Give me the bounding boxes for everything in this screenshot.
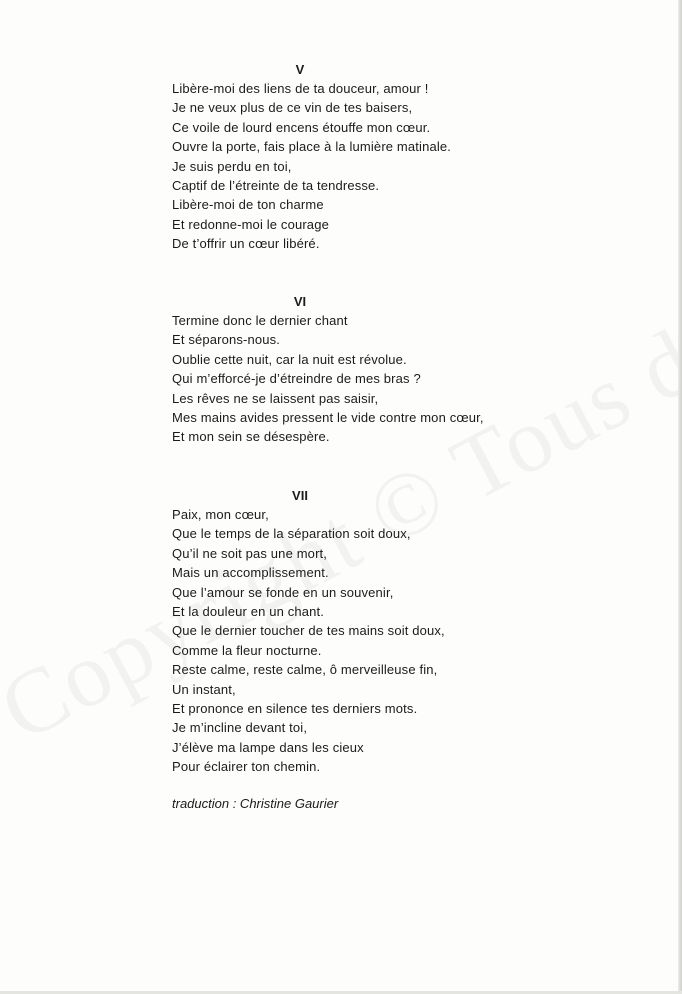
poem-line: J’élève ma lampe dans les cieux [172,739,364,755]
stanza-lines [172,311,642,447]
poem-line: Les rêves ne se laissent pas saisir, [172,390,379,406]
stanza-number: VI [293,294,307,309]
poem-line: Je m’incline devant toi, [172,720,308,736]
poem-line: Qui m’efforcé-je d’étreindre de mes bras ? [172,371,421,387]
poem-line: Que l’amour se fonde en un souvenir, [172,584,394,600]
poem-line: Je suis perdu en toi, [172,158,292,174]
translation-credit: traduction : Christine Gaurier [172,796,339,811]
poem-line: De t’offrir un cœur libéré. [172,236,320,252]
poem-line: Ce voile de lourd encens étouffe mon cœur. [172,119,431,135]
poem-line: Mais un accomplissement. [172,565,329,581]
poem-line: Et la douleur en un chant. [172,603,325,619]
stanza-number: V [295,62,305,77]
poem-line: Paix, mon cœur, [172,507,269,522]
poem-line: Et redonne-moi le courage [172,216,329,232]
page-edge-shadow [678,0,682,994]
poem-line: Oublie cette nuit, car la nuit est révolue. [172,351,407,367]
poem-line: Que le temps de la séparation soit doux, [172,526,411,542]
stanza-vi [172,292,642,447]
poem-line: Qu’il ne soit pas une mort, [172,545,328,561]
poem-line: Libère-moi des liens de ta douceur, amour ! [172,81,429,96]
stanza-lines [172,79,642,254]
poem-line: Termine donc le dernier chant [172,313,348,328]
poem-line: Et mon sein se désespère. [172,429,330,445]
stanza-number: VII [292,488,308,503]
poem-line: Comme la fleur nocturne. [172,642,322,658]
poem-line: Et prononce en silence tes derniers mots. [172,700,418,716]
poem-line: Je ne veux plus de ce vin de tes baisers, [172,100,413,116]
poem-line: Un instant, [172,681,236,697]
poem-line: Captif de l’étreinte de ta tendresse. [172,177,380,193]
poem-line: Ouvre la porte, fais place à la lumière matinale. [172,139,452,155]
poem-line: Et séparons-nous. [172,332,281,348]
poem-line: Reste calme, reste calme, ô merveilleuse fin, [172,662,438,678]
stanza-v [172,60,642,254]
stanza-vii [172,486,642,776]
poem-line: Mes mains avides pressent le vide contre mon cœur, [172,409,484,425]
stanza-lines [172,505,642,776]
poem-line: Que le dernier toucher de tes mains soit doux, [172,623,445,639]
poem-line: Libère-moi de ton charme [172,197,324,213]
poem-line: Pour éclairer ton chemin. [172,759,321,775]
